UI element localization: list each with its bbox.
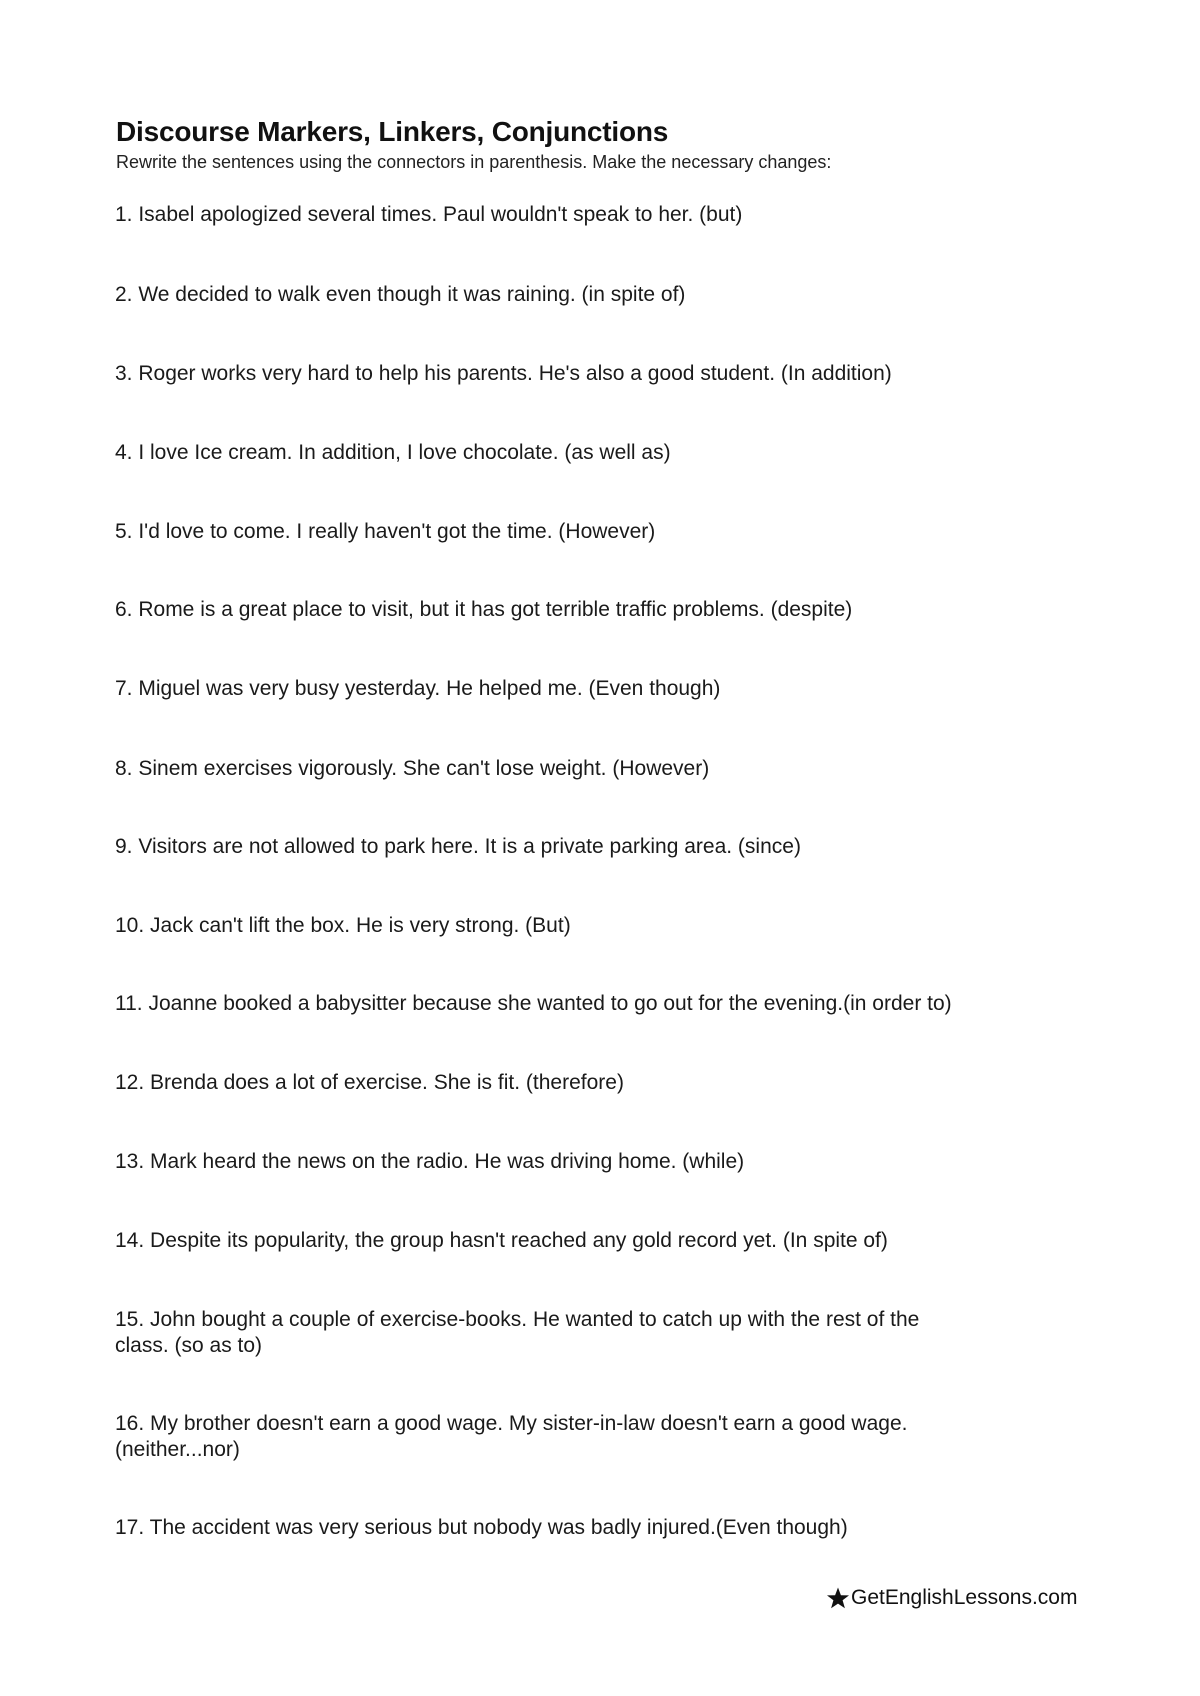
exercise-item-4: 4. I love Ice cream. In addition, I love chocolate. (as well as) bbox=[115, 441, 671, 464]
exercise-item-1: 1. Isabel apologized several times. Paul wouldn't speak to her. (but) bbox=[115, 203, 743, 226]
footer-brand-text: GetEnglishLessons.com bbox=[851, 1586, 1078, 1609]
exercise-item-7: 7. Miguel was very busy yesterday. He helped me. (Even though) bbox=[115, 677, 721, 700]
exercise-item-8: 8. Sinem exercises vigorously. She can't lose weight. (However) bbox=[115, 757, 710, 780]
exercise-item-17: 17. The accident was very serious but nobody was badly injured.(Even though) bbox=[115, 1516, 848, 1539]
page-title: Discourse Markers, Linkers, Conjunctions bbox=[116, 116, 669, 147]
exercise-item-15: 15. John bought a couple of exercise-books. He wanted to catch up with the rest of the class. (so as to) bbox=[115, 1308, 920, 1357]
instructions: Rewrite the sentences using the connectors in parenthesis. Make the necessary changes: bbox=[116, 152, 832, 172]
exercise-item-3: 3. Roger works very hard to help his parents. He's also a good student. (In addition) bbox=[115, 362, 892, 385]
exercise-item-6: 6. Rome is a great place to visit, but it has got terrible traffic problems. (despite) bbox=[115, 598, 853, 621]
exercise-item-2: 2. We decided to walk even though it was raining. (in spite of) bbox=[115, 283, 686, 306]
exercise-item-13: 13. Mark heard the news on the radio. He was driving home. (while) bbox=[115, 1150, 745, 1173]
exercise-item-12: 12. Brenda does a lot of exercise. She is fit. (therefore) bbox=[115, 1071, 624, 1094]
footer-brand bbox=[826, 1586, 1077, 1610]
exercise-item-10: 10. Jack can't lift the box. He is very strong. (But) bbox=[115, 914, 571, 937]
exercise-item-5: 5. I'd love to come. I really haven't got the time. (However) bbox=[115, 520, 656, 543]
star-icon bbox=[826, 1586, 850, 1610]
exercise-item-16: 16. My brother doesn't earn a good wage. My sister-in-law doesn't earn a good wage. (neither...nor) bbox=[115, 1412, 908, 1461]
exercise-item-14: 14. Despite its popularity, the group hasn't reached any gold record yet. (In spite of) bbox=[115, 1229, 888, 1252]
exercise-item-11: 11. Joanne booked a babysitter because she wanted to go out for the evening.(in order to) bbox=[115, 992, 952, 1015]
exercise-item-9: 9. Visitors are not allowed to park here. It is a private parking area. (since) bbox=[115, 835, 801, 858]
